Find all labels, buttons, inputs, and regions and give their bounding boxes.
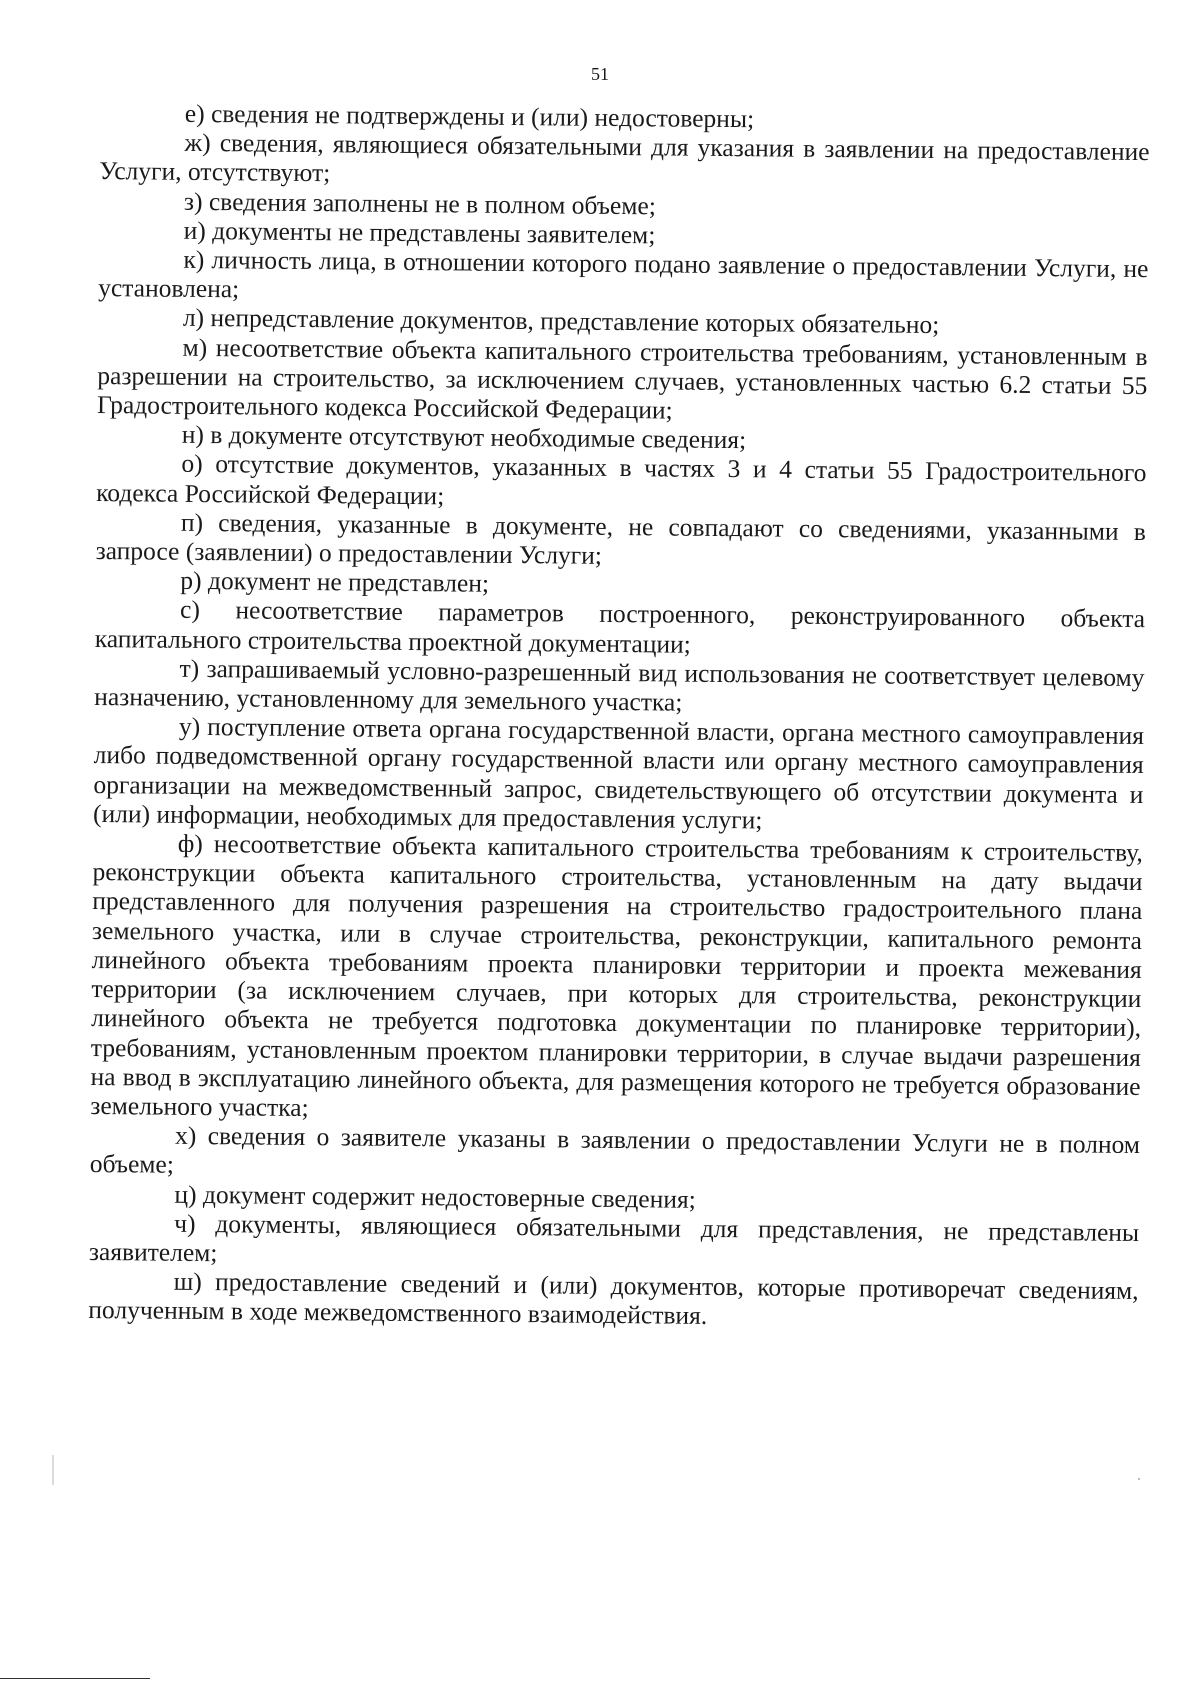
list-item-ch: ч) документы, являющиеся обязательными для представления, не представлены заявителем; — [88, 1208, 1140, 1268]
list-item-u: у) поступление ответа органа государственной власти, органа местного самоуправления либо подведомственной органу государственной власти или органу местного самоуправления организации на межведомственный запрос, свидетельствующего об отсутствии документа и (или) информации, необходимых для предоставления услуги; — [92, 712, 1145, 835]
list-item-r: р) документ не представлен; — [180, 566, 490, 599]
list-item-z: з) сведения заполнены не в полном объеме; — [183, 186, 657, 220]
list-item-o: о) отсутствие документов, указанных в частях 3 и 4 статьи 55 Градостроительного кодекса Российской Федерации; — [96, 449, 1147, 510]
list-item-i: и) документы не представлены заявителем; — [183, 215, 656, 250]
list-item-m: м) несоответствие объекта капитального строительства требованиям, установленным в разрешении на строительство, за исключением случаев, установленных частью 6.2 статьи 55 Градостроительного кодекса Российской Федерации; — [96, 332, 1148, 425]
list-item-zh: ж) сведения, являющиеся обязательными для указания в заявлении на предоставление Услуги, отсутствуют; — [99, 128, 1150, 188]
list-item-f: ф) несоответствие объекта капитального строительства требованиям к строительству, реконструкции объекта капитального строительства, установленным на дату выдачи представленного для получения разрешения на строительство градостроительного плана земельного участка, или в случае строительства, реконструкции, капитального ремонта линейного объекта требованиям проекта планировки территории и проекта межевания территории (за исключением случаев, при которых для строительства, реконструкции линейного объекта не требуется подготовка документации по планировке территории), требованиям, установленным проектом планировки территории, в случае выдачи разрешения на ввод в эксплуатацию линейного объекта, для размещения которого не требуется образование земельного участка; — [90, 828, 1143, 1122]
list-item-t: т) запрашиваемый условно-разрешенный вид использования не соответствует целевому назначению, установленному для земельного участка; — [94, 653, 1145, 717]
scan-margin-mark — [52, 1455, 54, 1485]
list-item-kh: х) сведения о заявителе указаны в заявлении о предоставлении Услуги не в полном объеме; — [89, 1120, 1141, 1180]
list-item-k: к) личность лица, в отношении которого подано заявление о предоставлении Услуги, не установлена; — [98, 244, 1149, 304]
footer-rule — [0, 1678, 150, 1679]
list-item-p: п) сведения, указанные в документе, не совпадают со сведениями, указанными в запросе (заявлении) о предоставлении Услуги; — [95, 507, 1147, 570]
page-number: 51 — [591, 64, 609, 84]
list-item-l: л) непредставление документов, представление которых обязательно; — [182, 303, 940, 340]
list-item-n: н) в документе отсутствуют необходимые сведения; — [181, 420, 747, 455]
list-item-ts: ц) документ содержит недостоверные сведения; — [174, 1179, 696, 1214]
scan-speck — [1138, 1478, 1140, 1480]
list-item-s: с) несоответствие параметров построенного, реконструированного объекта капитального строительства проектной документации; — [94, 595, 1146, 659]
list-item-sh: ш) предоставление сведений и (или) документов, которые противоречат сведениям, полученным в ходе межведомственного взаимодействия. — [88, 1266, 1139, 1331]
document-body — [88, 98, 1150, 1335]
list-item-e: е) сведения не подтверждены и (или) недостоверны; — [184, 98, 755, 134]
